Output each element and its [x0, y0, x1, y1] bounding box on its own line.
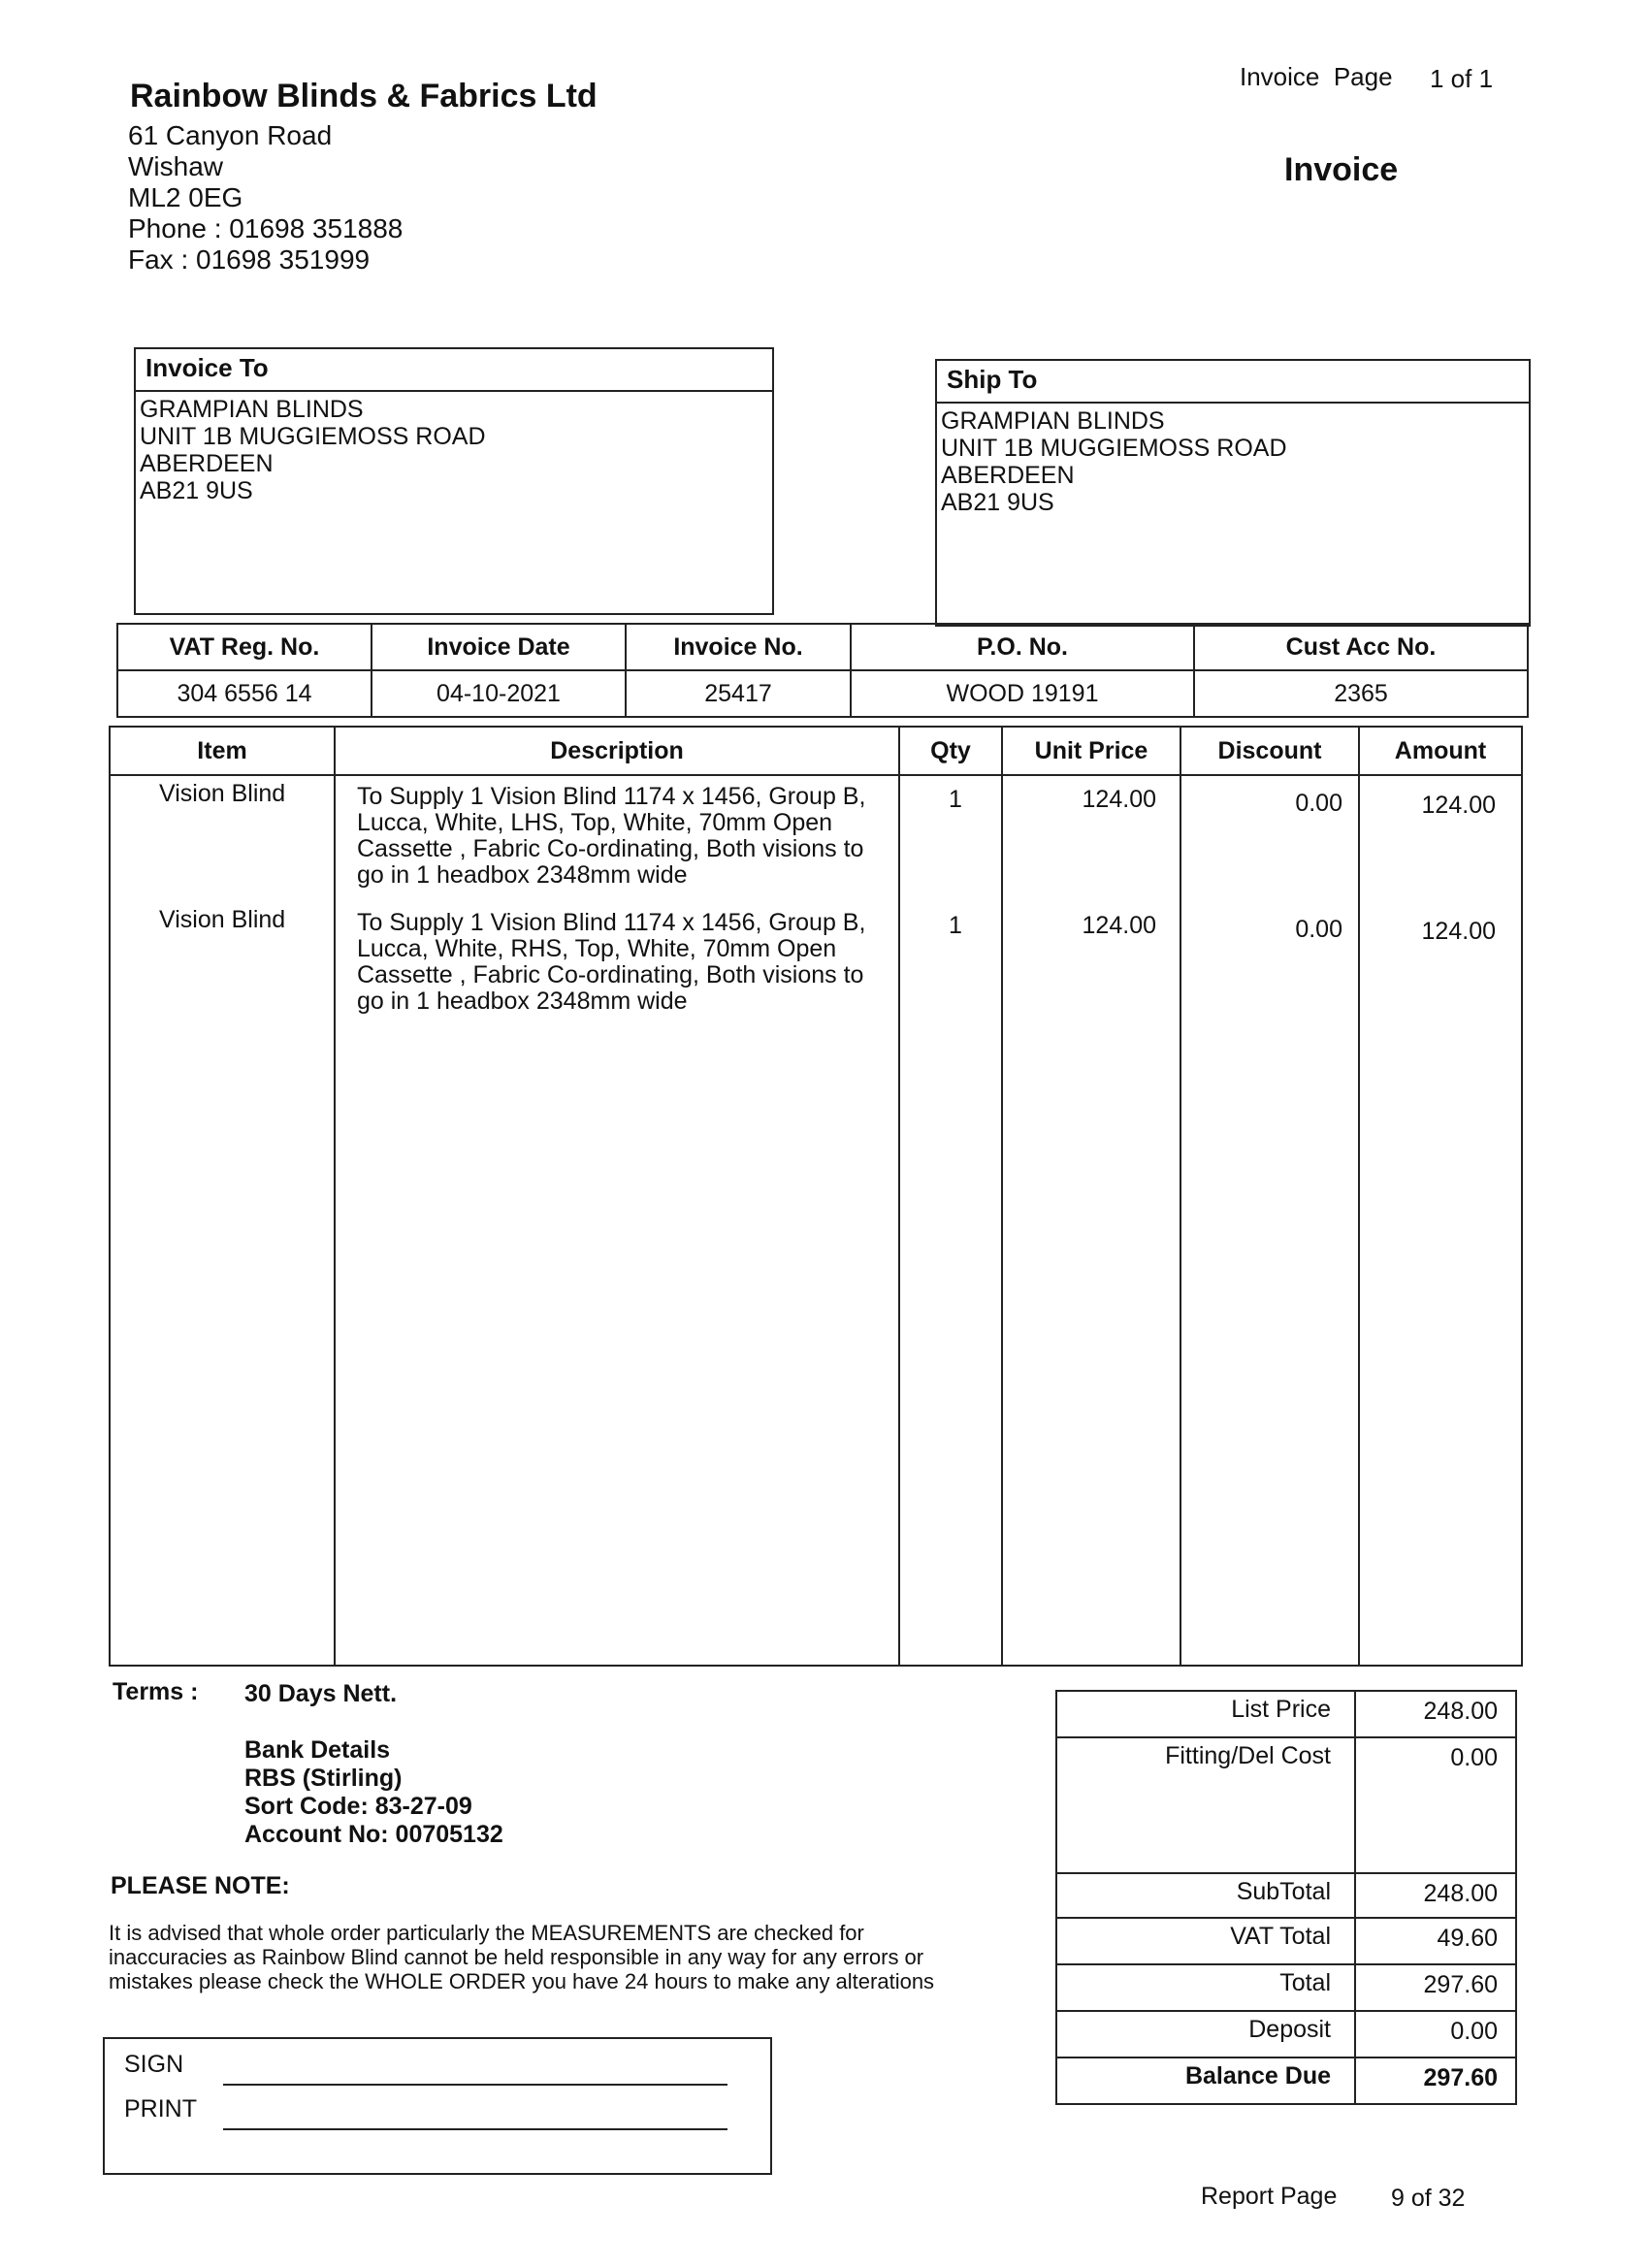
subtotal-value: 248.00: [1354, 1874, 1515, 1917]
invoice-page-value: 1 of 1: [1430, 64, 1494, 93]
report-page-value: 9 of 32: [1391, 2185, 1466, 2212]
invoice-to-box: [134, 347, 774, 615]
bank-account-no: Account No: 00705132: [244, 1821, 503, 1848]
ship-to-line-4: AB21 9US: [941, 489, 1054, 516]
invoice-to-line-4: AB21 9US: [140, 477, 253, 504]
list-price-value: 248.00: [1354, 1692, 1515, 1736]
invoice-meta-table: [116, 623, 1529, 718]
totals-row-fitting: [1057, 1738, 1515, 1874]
subtotal-label: SubTotal: [1236, 1878, 1331, 1905]
company-address-line-3: ML2 0EG: [128, 182, 243, 212]
totals-row-total: [1057, 1965, 1515, 2012]
note-line: inaccuracies as Rainbow Blind cannot be held responsible in any way for any errors or: [109, 1945, 924, 1969]
terms-label: Terms :: [113, 1678, 199, 1705]
row-discount: 0.00: [1295, 790, 1342, 817]
note-line: mistakes please check the WHOLE ORDER you have 24 hours to make any alterations: [109, 1969, 935, 1993]
invoice-to-line-2: UNIT 1B MUGGIEMOSS ROAD: [140, 423, 486, 450]
totals-row-balance-due: [1057, 2058, 1515, 2103]
balance-due-value: 297.60: [1354, 2058, 1515, 2103]
items-table: [109, 726, 1523, 1667]
print-label: PRINT: [124, 2095, 197, 2122]
sign-line[interactable]: [223, 2084, 728, 2086]
row-unit-price: 124.00: [1082, 912, 1156, 939]
invoice-page-label: Invoice Page: [1240, 62, 1393, 91]
company-phone: Phone : 01698 351888: [128, 213, 404, 243]
bank-details-title: Bank Details: [244, 1736, 391, 1764]
row-amount: 124.00: [1421, 918, 1496, 945]
company-name: Rainbow Blinds & Fabrics Ltd: [130, 78, 598, 114]
row-discount: 0.00: [1295, 916, 1342, 943]
invoice-to-line-3: ABERDEEN: [140, 450, 274, 477]
vat-total-value: 49.60: [1354, 1919, 1515, 1963]
note-line: It is advised that whole order particularly the MEASUREMENTS are checked for: [109, 1921, 864, 1945]
total-label: Total: [1279, 1969, 1331, 1996]
row-amount: 124.00: [1421, 792, 1496, 819]
bank-details: [244, 1736, 503, 1849]
row-description-line: Cassette , Fabric Co-ordinating, Both visions to: [357, 835, 864, 862]
ship-to-line-2: UNIT 1B MUGGIEMOSS ROAD: [941, 435, 1287, 462]
list-price-label: List Price: [1231, 1696, 1331, 1723]
deposit-value: 0.00: [1354, 2012, 1515, 2057]
row-description-line: To Supply 1 Vision Blind 1174 x 1456, Group B,: [357, 909, 866, 936]
fitting-del-cost-value: 0.00: [1354, 1738, 1515, 1872]
row-item: Vision Blind: [159, 906, 286, 933]
ship-to-line-1: GRAMPIAN BLINDS: [941, 407, 1165, 435]
bank-sort-code: Sort Code: 83-27-09: [244, 1793, 472, 1820]
invoice-to-line-1: GRAMPIAN BLINDS: [140, 396, 364, 423]
items-header-description: Description: [550, 737, 684, 764]
ship-to-title: Ship To: [937, 361, 1529, 404]
total-value: 297.60: [1354, 1965, 1515, 2010]
items-header-item: Item: [197, 737, 247, 764]
meta-value-invoice-no: 25417: [626, 670, 851, 717]
items-header-discount: Discount: [1217, 737, 1322, 764]
row-description-line: Lucca, White, RHS, Top, White, 70mm Open: [357, 935, 837, 962]
row-description-line: go in 1 headbox 2348mm wide: [357, 988, 688, 1015]
company-address-line-2: Wishaw: [128, 151, 224, 181]
row-qty: 1: [949, 912, 962, 939]
terms-value: 30 Days Nett.: [244, 1680, 398, 1707]
balance-due-label: Balance Due: [1184, 2062, 1331, 2090]
meta-header-cust-acc: Cust Acc No.: [1194, 624, 1528, 670]
items-header-qty: Qty: [930, 737, 971, 764]
meta-header-po: P.O. No.: [851, 624, 1194, 670]
company-address-line-1: 61 Canyon Road: [128, 120, 333, 150]
table-row: [111, 906, 1521, 1022]
meta-header-invoice-no: Invoice No.: [626, 624, 851, 670]
totals-row-vat: [1057, 1919, 1515, 1965]
fitting-del-cost-label: Fitting/Del Cost: [1165, 1742, 1331, 1769]
deposit-label: Deposit: [1248, 2016, 1331, 2043]
row-description-line: go in 1 headbox 2348mm wide: [357, 861, 688, 889]
row-description-line: To Supply 1 Vision Blind 1174 x 1456, Group B,: [357, 783, 866, 810]
ship-to-box: [935, 359, 1531, 627]
row-item: Vision Blind: [159, 780, 286, 807]
items-header-amount: Amount: [1394, 737, 1487, 764]
row-description: [357, 910, 865, 1015]
sign-label: SIGN: [124, 2051, 184, 2078]
meta-value-po: WOOD 19191: [851, 670, 1194, 717]
totals-row-subtotal: [1057, 1874, 1515, 1919]
items-header-unit-price: Unit Price: [1034, 737, 1148, 764]
meta-value-vat: 304 6556 14: [117, 670, 372, 717]
ship-to-line-3: ABERDEEN: [941, 462, 1075, 489]
meta-value-cust-acc: 2365: [1194, 670, 1528, 717]
print-line[interactable]: [223, 2128, 728, 2130]
row-description-line: Lucca, White, LHS, Top, White, 70mm Open: [357, 809, 833, 836]
bank-name: RBS (Stirling): [244, 1765, 403, 1792]
table-row: [111, 780, 1521, 896]
row-description: [357, 784, 865, 889]
doc-title: Invoice: [1284, 151, 1399, 188]
company-fax: Fax : 01698 351999: [128, 244, 371, 275]
row-qty: 1: [949, 786, 962, 813]
meta-header-vat: VAT Reg. No.: [117, 624, 372, 670]
note-text: [109, 1921, 934, 1993]
meta-value-date: 04-10-2021: [372, 670, 626, 717]
meta-header-date: Invoice Date: [372, 624, 626, 670]
note-title: PLEASE NOTE:: [111, 1872, 290, 1899]
totals-row-deposit: [1057, 2012, 1515, 2058]
vat-total-label: VAT Total: [1230, 1923, 1331, 1950]
totals-row-list-price: [1057, 1692, 1515, 1738]
invoice-to-title: Invoice To: [136, 349, 772, 392]
row-description-line: Cassette , Fabric Co-ordinating, Both visions to: [357, 961, 864, 988]
row-unit-price: 124.00: [1082, 786, 1156, 813]
totals-table: [1055, 1690, 1517, 2105]
sign-box: [103, 2037, 772, 2175]
report-page-label: Report Page: [1201, 2183, 1338, 2210]
